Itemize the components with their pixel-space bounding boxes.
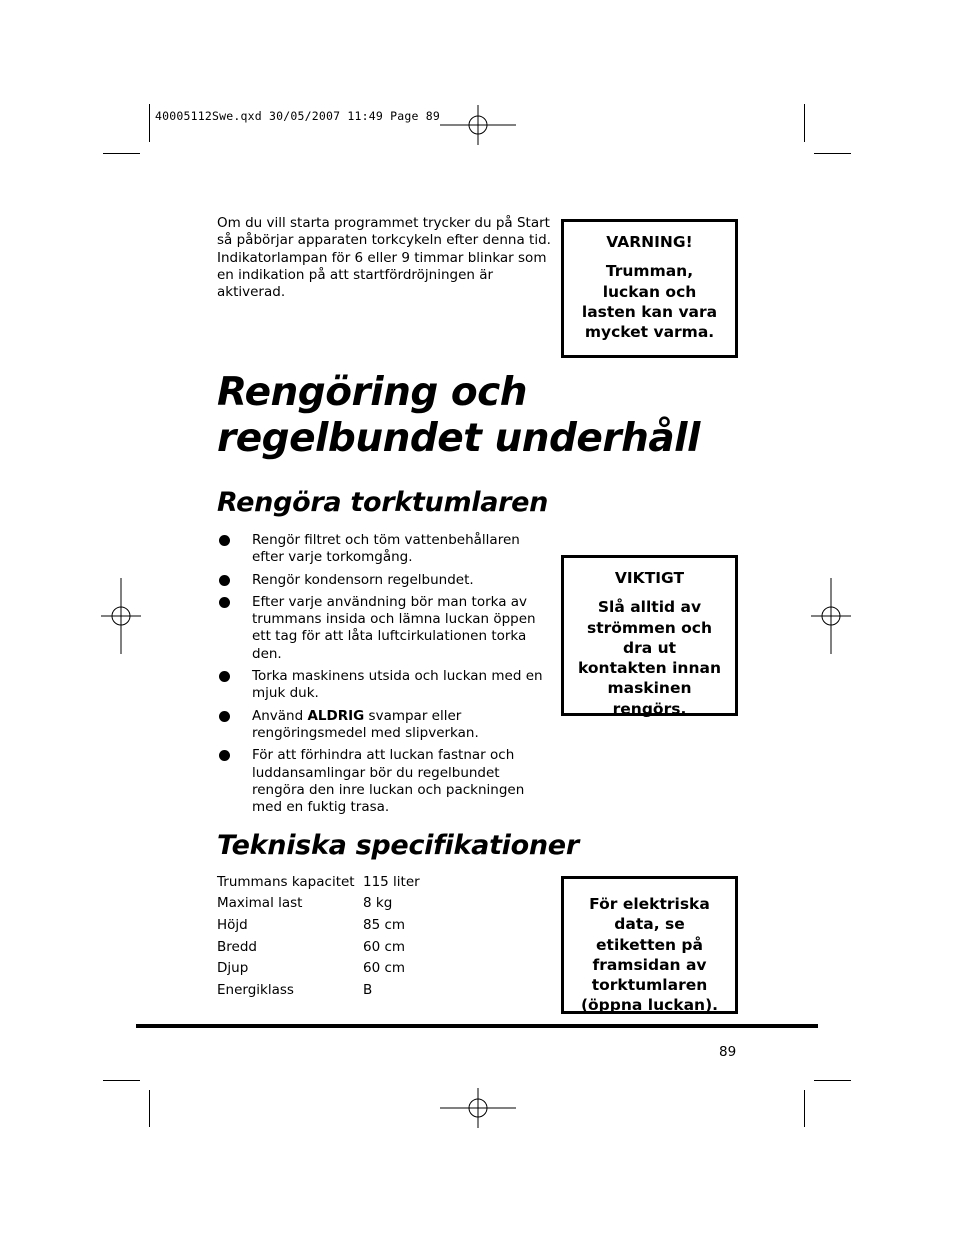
table-row bbox=[217, 957, 420, 979]
list-item bbox=[217, 747, 547, 816]
spec-value: 85 cm bbox=[363, 916, 406, 933]
footer-rule bbox=[136, 1024, 818, 1028]
registration-mark-right bbox=[811, 578, 851, 654]
list-item-text: Rengör filtret och töm vattenbehållaren efter varje torkomgång. bbox=[252, 532, 520, 566]
spec-value: 60 cm bbox=[363, 960, 406, 977]
registration-mark-left bbox=[101, 578, 141, 654]
important-box bbox=[561, 555, 738, 716]
warning-text: Trumman, luckan och lasten kan vara mycket varma. bbox=[581, 262, 718, 342]
warning-box bbox=[561, 219, 738, 358]
list-item-emphasis: ALDRIG bbox=[307, 707, 365, 724]
list-item-text: Torka maskinens utsida och luckan med en mjuk duk. bbox=[252, 668, 543, 702]
spec-value: B bbox=[363, 981, 373, 998]
print-slug: 40005112Swe.qxd 30/05/2007 11:49 Page 89 bbox=[155, 109, 440, 123]
spec-label: Bredd bbox=[217, 938, 257, 955]
specs-table bbox=[217, 871, 420, 1001]
crop-mark bbox=[149, 104, 150, 142]
list-item bbox=[217, 668, 547, 703]
spec-value: 60 cm bbox=[363, 938, 406, 955]
spec-label: Höjd bbox=[217, 916, 248, 933]
warning-title: VARNING! bbox=[606, 233, 693, 251]
spec-label: Energiklass bbox=[217, 981, 294, 998]
specs-heading: Tekniska specifikationer bbox=[217, 830, 579, 861]
bullet-icon bbox=[219, 750, 230, 761]
intro-paragraph: Om du vill starta programmet trycker du på Start så påbörjar apparaten torkcykeln efter denna tid. Indikatorlampan för 6 eller 9 timmar blinkar som en indikation på att startfördröjningen är aktiverad. bbox=[217, 215, 551, 301]
registration-mark-top bbox=[440, 105, 516, 145]
bullet-icon bbox=[219, 535, 230, 546]
table-row bbox=[217, 979, 420, 1001]
list-item-text-post: svampar eller rengöringsmedel med slipverkan. bbox=[252, 707, 479, 741]
bullet-icon bbox=[219, 671, 230, 682]
list-item-text: Efter varje användning bör man torka av trummans insida och lämna luckan öppen ett tag för att låta luftcirkulationen torka den. bbox=[252, 593, 536, 662]
crop-mark bbox=[814, 1080, 851, 1081]
table-row bbox=[217, 871, 420, 893]
important-title: VIKTIGT bbox=[614, 569, 685, 587]
spec-label: Maximal last bbox=[217, 895, 303, 912]
crop-mark bbox=[804, 104, 805, 142]
electrical-note-text: För elektriska data, se etiketten på framsidan av torktumlaren (öppna luckan). bbox=[580, 895, 719, 1015]
list-item-text: För att förhindra att luckan fastnar och luddansamlingar bör du regelbundet rengöra den inre luckan och packningen med en fuktig trasa. bbox=[252, 747, 525, 816]
spec-label: Trummans kapacitet bbox=[217, 873, 355, 890]
spec-value: 115 liter bbox=[363, 873, 420, 890]
list-item bbox=[217, 572, 547, 589]
table-row bbox=[217, 893, 420, 915]
table-row bbox=[217, 914, 420, 936]
page-number: 89 bbox=[719, 1044, 737, 1060]
important-text: Slå alltid av strömmen och dra ut kontakten innan maskinen rengörs. bbox=[578, 598, 721, 718]
crop-mark bbox=[149, 1090, 150, 1127]
list-item-text: Rengör kondensorn regelbundet. bbox=[252, 571, 474, 588]
list-item bbox=[217, 708, 547, 743]
bullet-icon bbox=[219, 597, 230, 608]
electrical-note-box bbox=[561, 876, 738, 1014]
list-item bbox=[217, 532, 547, 567]
list-item bbox=[217, 594, 547, 663]
crop-mark bbox=[804, 1090, 805, 1127]
registration-mark-bottom bbox=[440, 1088, 516, 1128]
crop-mark bbox=[103, 1080, 140, 1081]
spec-value: 8 kg bbox=[363, 895, 393, 912]
cleaning-heading: Rengöra torktumlaren bbox=[217, 487, 549, 518]
spec-label: Djup bbox=[217, 960, 249, 977]
crop-mark bbox=[103, 153, 140, 154]
bullet-icon bbox=[219, 575, 230, 586]
crop-mark bbox=[814, 153, 851, 154]
table-row bbox=[217, 936, 420, 958]
bullet-icon bbox=[219, 711, 230, 722]
page-title: Rengöring och regelbundet underhåll bbox=[217, 370, 700, 461]
list-item-text-pre: Använd bbox=[252, 707, 308, 724]
cleaning-list bbox=[217, 532, 547, 821]
